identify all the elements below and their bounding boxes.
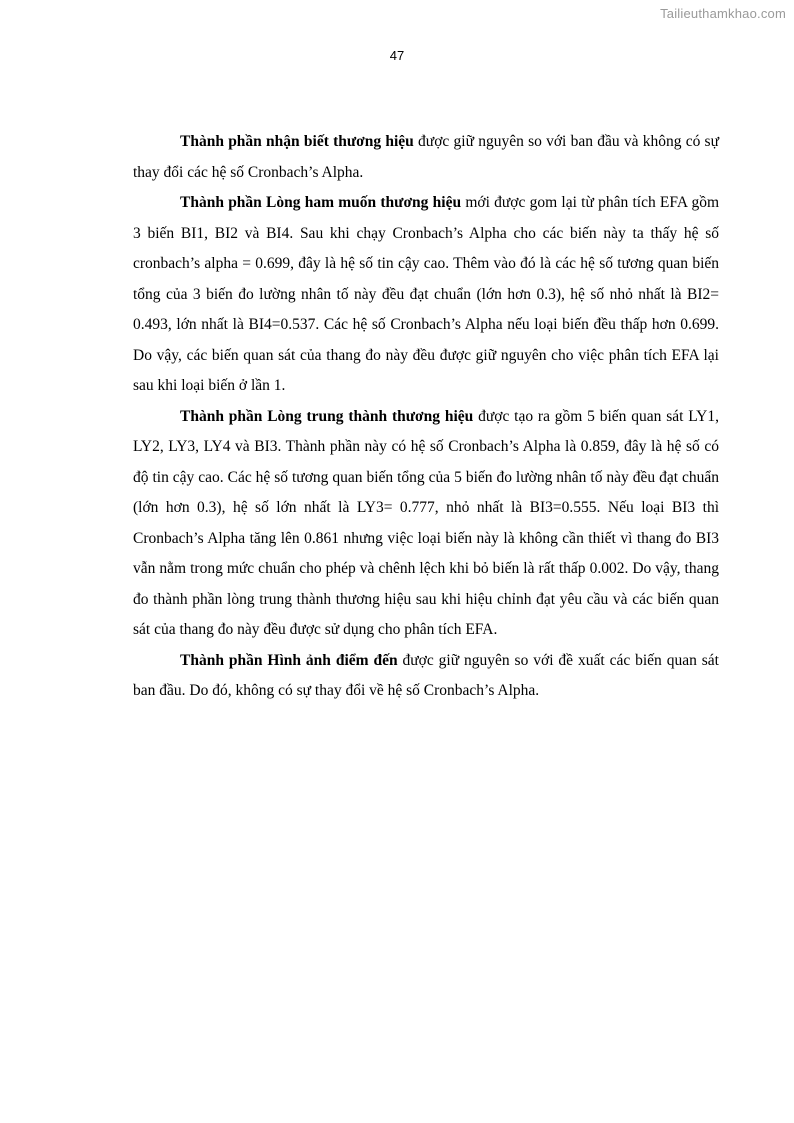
page-number: 47 xyxy=(389,48,405,63)
paragraph-text: mới được gom lại từ phân tích EFA gồm 3 biến BI1, BI2 và BI4. Sau khi chạy Cronbach’s Alpha cho các biến này ta thấy hệ số cronbach’s alpha = 0.699, đây là hệ số tin cậy cao. Thêm vào đó là các hệ số tương quan biến tổng của 3 biến đo lường nhân tố này đều đạt chuẩn (lớn hơn 0.3), hệ số nhỏ nhất là BI2= 0.493, lớn nhất là BI4=0.537. Các hệ số Cronbach’s Alpha nếu loại biến đều thấp hơn 0.699. Do vậy, các biến quan sát của thang đo này đều được giữ nguyên cho việc phân tích EFA lại sau khi loại biến ở lần 1. xyxy=(133,194,720,394)
paragraph-heading: Thành phần nhận biết thương hiệu xyxy=(180,133,414,150)
paragraph-text: được giữ nguyên so với đề xuất các biến quan sát ban đầu. Do đó, không có sự thay đổi về hệ số Cronbach’s Alpha. xyxy=(133,651,719,699)
paragraph-brand-loyalty xyxy=(133,402,719,646)
paragraph-text: được tạo ra gồm 5 biến quan sát LY1, LY2, LY3, LY4 và BI3. Thành phần này có hệ số Cronbach’s Alpha là 0.859, đây là hệ số có độ tin cậy cao. Các hệ số tương quan biến tổng của 5 biến đo lường nhân tố này đều đạt chuẩn (lớn hơn 0.3), hệ số lớn nhất là LY3= 0.777, nhỏ nhất là BI3=0.555. Nếu loại BI3 thì Cronbach’s Alpha tăng lên 0.861 nhưng việc loại biến này là không cần thiết vì thang đo BI3 vẫn nằm trong mức chuẩn cho phép và chênh lệch khi bỏ biến là rất thấp 0.002. Do vậy, thang đo thành phần lòng trung thành thương hiệu sau khi hiệu chỉnh đạt yêu cầu và các biến quan sát của thang đo này đều được sử dụng cho phân tích EFA. xyxy=(133,407,719,638)
paragraph-text: được giữ nguyên so với ban đầu và không có sự thay đổi các hệ số Cronbach’s Alpha. xyxy=(133,133,719,181)
paragraph-destination-image xyxy=(133,646,719,707)
watermark: Tailieuthamkhao.com xyxy=(660,6,786,21)
paragraph-brand-desire xyxy=(133,188,719,402)
paragraph-heading: Thành phần Lòng ham muốn thương hiệu xyxy=(180,194,462,211)
paragraph-brand-awareness xyxy=(133,127,719,188)
paragraph-heading: Thành phần Hình ảnh điểm đến xyxy=(180,651,398,669)
document-body xyxy=(133,127,719,707)
paragraph-heading: Thành phần Lòng trung thành thương hiệu xyxy=(180,407,474,425)
